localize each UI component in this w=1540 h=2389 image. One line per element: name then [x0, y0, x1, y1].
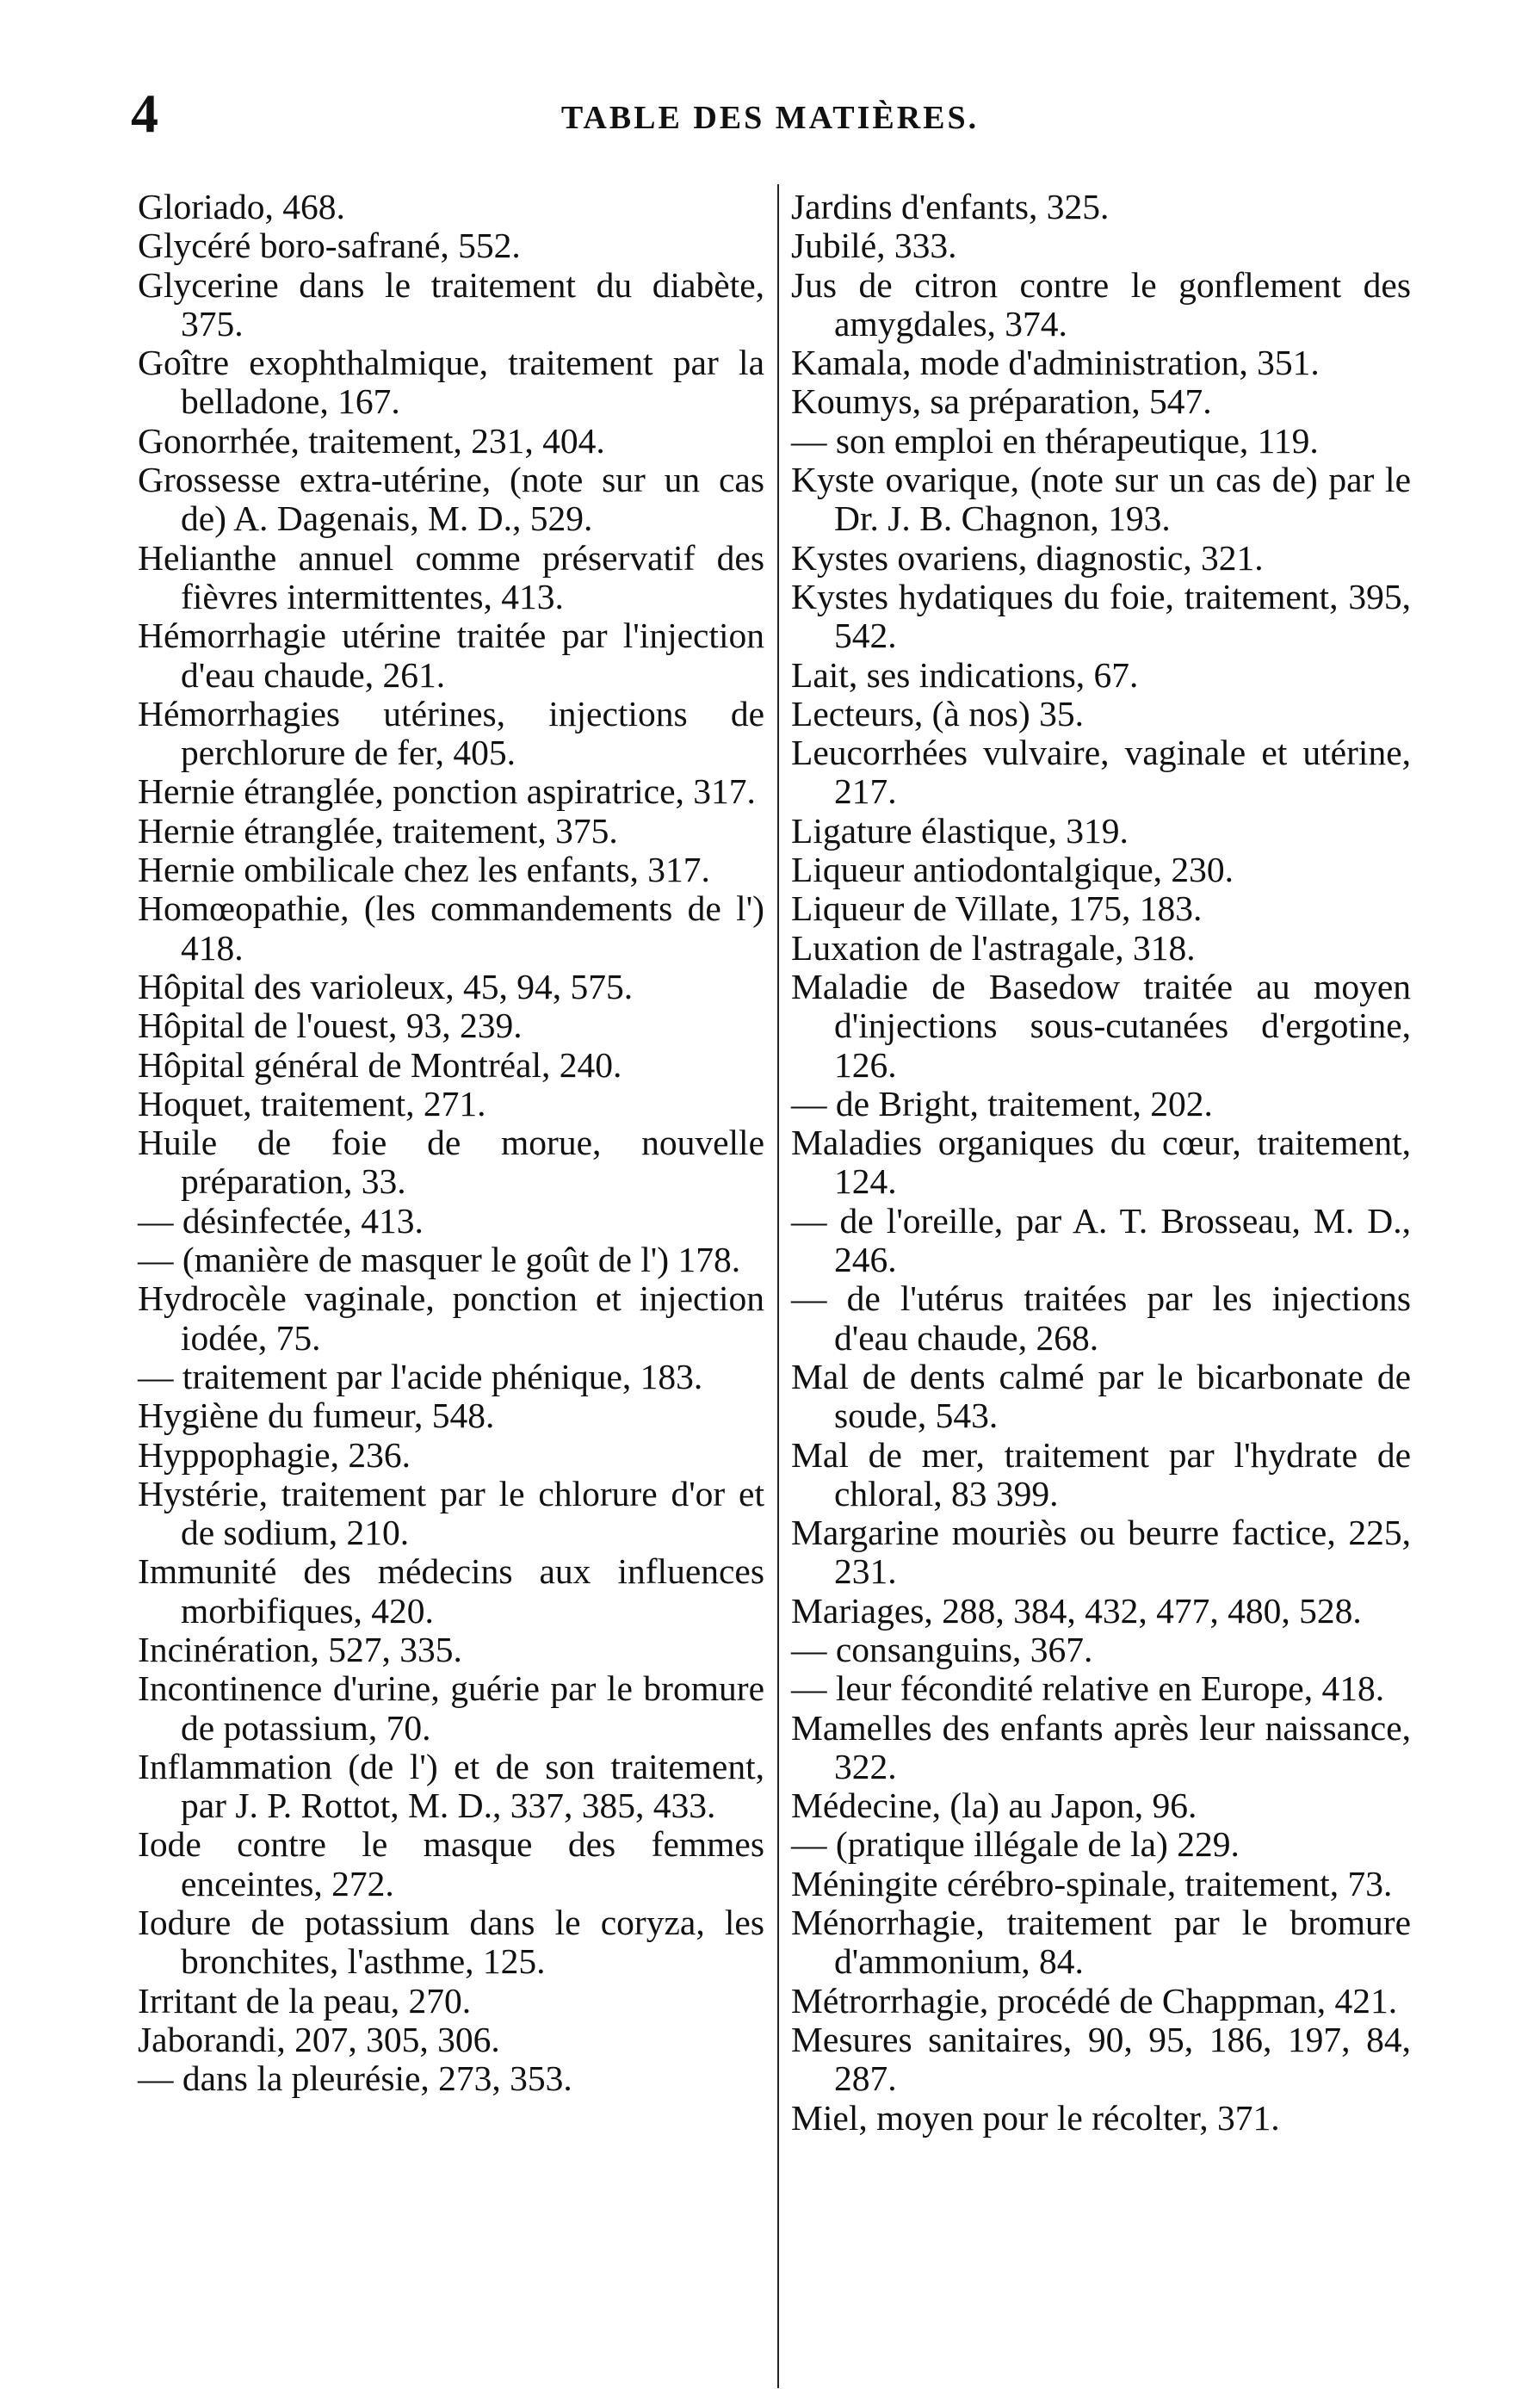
- index-entry: Hystérie, traitement par le chlorure d'or et de sodium, 210.: [138, 1473, 764, 1553]
- index-entry: Inflammation (de l') et de son traitement, par J. P. Rottot, M. D., 337, 385, 433.: [138, 1746, 764, 1826]
- index-entry: Lait, ses indications, 67.: [791, 654, 1139, 695]
- index-entry: Glycéré boro-safrané, 552.: [138, 226, 521, 266]
- index-entry: Leucorrhées vulvaire, vaginale et utérine, 217.: [791, 733, 1411, 812]
- index-entry: Méningite cérébro-spinale, traitement, 73.: [791, 1863, 1393, 1903]
- index-entry: Gonorrhée, traitement, 231, 404.: [138, 420, 605, 461]
- index-entry: Iode contre le masque des femmes enceintes, 272.: [138, 1824, 764, 1903]
- index-entry: Jaborandi, 207, 305, 306.: [138, 2019, 500, 2059]
- index-entry: Mamelles des enfants après leur naissance, 322.: [791, 1707, 1411, 1786]
- running-title: TABLE DES MATIÈRES.: [560, 100, 980, 136]
- index-entry: Liqueur de Villate, 175, 183.: [791, 888, 1203, 929]
- index-entry: Hernie étranglée, traitement, 375.: [138, 810, 618, 851]
- index-entry: Mariages, 288, 384, 432, 477, 480, 528.: [791, 1590, 1362, 1631]
- index-entry: Hoquet, traitement, 271.: [138, 1083, 486, 1123]
- index-entry: Margarine mouriès ou beurre factice, 225, 231.: [791, 1513, 1411, 1592]
- index-column-left: [138, 188, 764, 2099]
- index-entry: Jardins d'enfants, 325.: [791, 187, 1110, 226]
- index-entry: Jubilé, 333.: [791, 226, 957, 266]
- index-entry: — traitement par l'acide phénique, 183.: [138, 1356, 703, 1396]
- index-entry: Gloriado, 468.: [138, 187, 345, 226]
- index-entry: Ligature élastique, 319.: [791, 810, 1129, 851]
- index-entry: — (manière de masquer le goût de l') 178.: [138, 1240, 741, 1280]
- index-entry: Koumys, sa préparation, 547.: [791, 381, 1212, 422]
- index-entry: Mesures sanitaires, 90, 95, 186, 197, 84, 287.: [791, 2019, 1411, 2099]
- index-entry: Goître exophthalmique, traitement par la belladone, 167.: [138, 343, 764, 422]
- index-entry: Maladies organiques du cœur, traitement, 124.: [791, 1123, 1411, 1202]
- index-entry: Hygiène du fumeur, 548.: [138, 1396, 495, 1436]
- index-entry: Kystes hydatiques du foie, traitement, 395, 542.: [791, 576, 1411, 656]
- index-entry: Hémorrhagie utérine traitée par l'injection d'eau chaude, 261.: [138, 616, 764, 695]
- index-entry: Mal de mer, traitement par l'hydrate de chloral, 83 399.: [791, 1434, 1411, 1513]
- index-entry: Grossesse extra-utérine, (note sur un cas de) A. Dagenais, M. D., 529.: [138, 460, 764, 539]
- index-entry: Helianthe annuel comme préservatif des fièvres intermittentes, 413.: [138, 537, 764, 616]
- index-entry: Huile de foie de morue, nouvelle préparation, 33.: [138, 1123, 764, 1202]
- index-entry: Kystes ovariens, diagnostic, 321.: [791, 537, 1264, 578]
- index-entry: Immunité des médecins aux influences morbifiques, 420.: [138, 1551, 764, 1631]
- index-entry: Mal de dents calmé par le bicarbonate de soude, 543.: [791, 1356, 1411, 1436]
- index-entry: Lecteurs, (à nos) 35.: [791, 693, 1084, 733]
- index-entry: Luxation de l'astragale, 318.: [791, 927, 1196, 968]
- index-entry: Incontinence d'urine, guérie par le bromure de potassium, 70.: [138, 1668, 764, 1748]
- index-entry: Médecine, (la) au Japon, 96.: [791, 1786, 1197, 1826]
- index-entry: — de l'oreille, par A. T. Brosseau, M. D., 246.: [791, 1200, 1411, 1280]
- index-entry: Kamala, mode d'administration, 351.: [791, 343, 1320, 383]
- index-entry: Jus de citron contre le gonflement des amygdales, 374.: [791, 264, 1411, 343]
- page-number: 4: [131, 83, 158, 144]
- index-entry: Liqueur antiodontalgique, 230.: [791, 850, 1234, 890]
- index-entry: — désinfectée, 413.: [138, 1200, 424, 1241]
- index-entry: Hyppophagie, 236.: [138, 1434, 411, 1475]
- index-entry: Métrorrhagie, procédé de Chappman, 421.: [791, 1980, 1398, 2021]
- index-entry: — de l'utérus traitées par les injections d'eau chaude, 268.: [791, 1278, 1411, 1358]
- index-entry: — (pratique illégale de la) 229.: [791, 1824, 1240, 1865]
- index-entry: Hôpital de l'ouest, 93, 239.: [138, 1006, 523, 1046]
- index-entry: Glycerine dans le traitement du diabète, 375.: [138, 264, 764, 343]
- index-entry: Irritant de la peau, 270.: [138, 1980, 472, 2021]
- index-entry: Hémorrhagies utérines, injections de perchlorure de fer, 405.: [138, 693, 764, 773]
- index-entry: — consanguins, 367.: [791, 1629, 1093, 1669]
- index-entry: Homœopathie, (les commandements de l') 418.: [138, 888, 764, 968]
- index-column-right: [791, 188, 1411, 2138]
- column-divider: [777, 184, 779, 2388]
- index-entry: Ménorrhagie, traitement par le bromure d'ammonium, 84.: [791, 1903, 1411, 1982]
- index-entry: — leur fécondité relative en Europe, 418.: [791, 1668, 1385, 1709]
- index-entry: Kyste ovarique, (note sur un cas de) par le Dr. J. B. Chagnon, 193.: [791, 460, 1411, 539]
- index-entry: Maladie de Basedow traitée au moyen d'injections sous-cutanées d'ergotine, 126.: [791, 966, 1411, 1085]
- index-entry: Hernie ombilicale chez les enfants, 317.: [138, 850, 710, 890]
- index-entry: — de Bright, traitement, 202.: [791, 1083, 1213, 1123]
- index-entry: Hôpital général de Montréal, 240.: [138, 1044, 622, 1085]
- index-entry: Hernie étranglée, ponction aspiratrice, 317.: [138, 771, 756, 812]
- index-entry: — dans la pleurésie, 273, 353.: [138, 2058, 572, 2099]
- index-entry: Iodure de potassium dans le coryza, les bronchites, l'asthme, 125.: [138, 1903, 764, 1982]
- index-entry: Hydrocèle vaginale, ponction et injection iodée, 75.: [138, 1278, 764, 1358]
- index-entry: Hôpital des varioleux, 45, 94, 575.: [138, 966, 634, 1006]
- index-entry: Miel, moyen pour le récolter, 371.: [791, 2097, 1280, 2138]
- index-entry: — son emploi en thérapeutique, 119.: [791, 420, 1319, 461]
- index-entry: Incinération, 527, 335.: [138, 1629, 462, 1669]
